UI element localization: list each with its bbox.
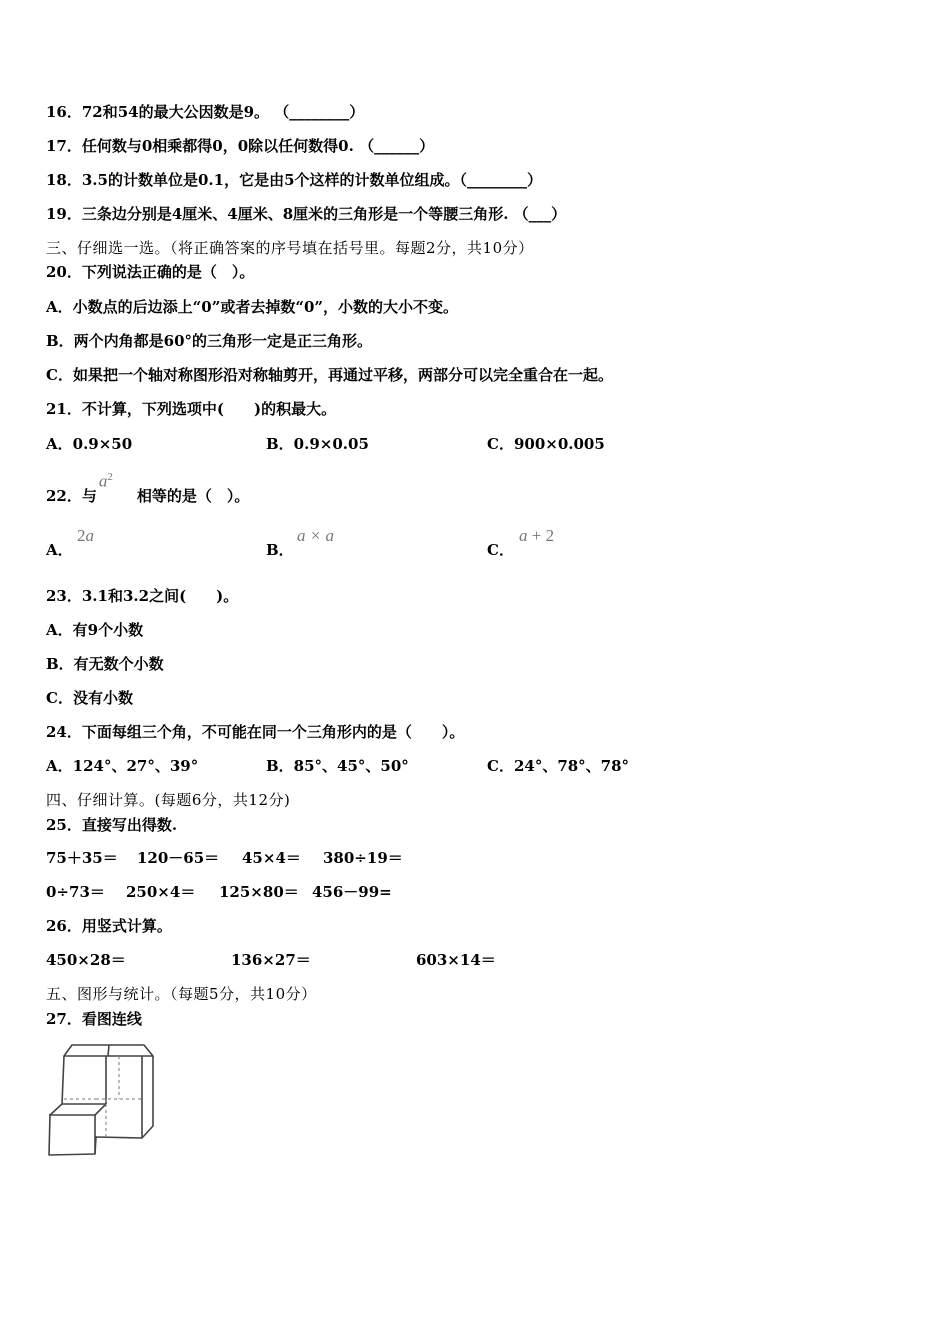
q25-item: 0÷73＝	[46, 883, 105, 901]
q22-exponent: 2	[107, 471, 113, 483]
q25-item: 380÷19＝	[323, 849, 403, 867]
q20-option-a: A．小数点的后边添上“0”或者去掉数“0”，小数的大小不变。	[46, 298, 459, 316]
section-4-heading: 四、仔细计算。(每题6分，共12分)	[46, 791, 291, 809]
q23-option-a: A．有9个小数	[46, 621, 144, 639]
q25-item: 125×80＝	[219, 883, 299, 901]
q19: 19．三条边分别是4厘米、4厘米、8厘米的三角形是一个等腰三角形. （___）	[46, 205, 567, 223]
q25-stem: 25．直接写出得数.	[46, 816, 178, 834]
q23-option-b: B．有无数个小数	[46, 655, 164, 673]
q22-var: a	[98, 471, 108, 491]
q24-option-b: B．85°、45°、50°	[266, 757, 409, 775]
q22-expression	[97, 471, 137, 501]
section-3-heading: 三、仔细选一选。（将正确答案的序号填在括号里。每题2分，共10分）	[46, 239, 534, 257]
q26-stem: 26．用竖式计算。	[46, 917, 172, 935]
q21-option-b: B．0.9×0.05	[266, 435, 369, 453]
q22-stem-before: 22．与	[46, 487, 97, 505]
section-5-heading: 五、图形与统计。（每题5分，共10分）	[46, 985, 317, 1003]
q24-option-a: A．124°、27°、39°	[46, 757, 199, 775]
q21-option-a: A．0.9×50	[46, 435, 133, 453]
q22-option-b: B．	[266, 541, 294, 559]
q25-item: 75＋35＝	[46, 849, 118, 867]
q24-stem: 24．下面每组三个角，不可能在同一个三角形内的是（ ）。	[46, 723, 465, 741]
q22-option-c: C．	[487, 541, 514, 559]
q18: 18．3.5的计数单位是0.1，它是由5个这样的计数单位组成。（________）	[46, 171, 543, 189]
q22-c-var: a	[519, 526, 528, 545]
q20-option-b: B．两个内角都是60°的三角形一定是正三角形。	[46, 332, 373, 350]
q22-a-var: a	[85, 526, 94, 545]
q16: 16．72和54的最大公因数是9。 （________）	[46, 103, 365, 121]
q24-option-c: C．24°、78°、78°	[487, 757, 630, 775]
cube-figure	[44, 1040, 160, 1162]
q22-option-b-expr: a × a	[297, 526, 334, 545]
q22-stem	[46, 471, 250, 506]
q25-item: 120－65＝	[137, 849, 220, 867]
q21-option-c: C．900×0.005	[487, 435, 605, 453]
q21-stem: 21．不计算，下列选项中( )的积最大。	[46, 400, 337, 418]
q23-option-c: C．没有小数	[46, 689, 133, 707]
q26-item: 603×14＝	[416, 951, 496, 969]
q22-stem-after: 相等的是（ ）。	[136, 487, 250, 505]
q22-a-num: 2	[77, 526, 86, 545]
q22-c-rest: + 2	[527, 526, 555, 545]
q25-item: 45×4＝	[242, 849, 301, 867]
q22-option-c-expr	[519, 526, 554, 546]
q22-option-a: A．	[46, 541, 73, 559]
q26-item: 450×28＝	[46, 951, 126, 969]
q25-item: 250×4＝	[126, 883, 196, 901]
q20-option-c: C．如果把一个轴对称图形沿对称轴剪开，再通过平移，两部分可以完全重合在一起。	[46, 366, 613, 384]
q26-item: 136×27＝	[231, 951, 311, 969]
q20-stem: 20．下列说法正确的是（ ）。	[46, 263, 255, 281]
q27-stem: 27．看图连线	[46, 1010, 142, 1028]
q17: 17．任何数与0相乘都得0，0除以任何数得0. （______）	[46, 137, 435, 155]
q23-stem: 23．3.1和3.2之间( )。	[46, 587, 239, 605]
q25-item: 456－99=	[312, 883, 392, 901]
q22-option-a-expr	[77, 526, 94, 546]
